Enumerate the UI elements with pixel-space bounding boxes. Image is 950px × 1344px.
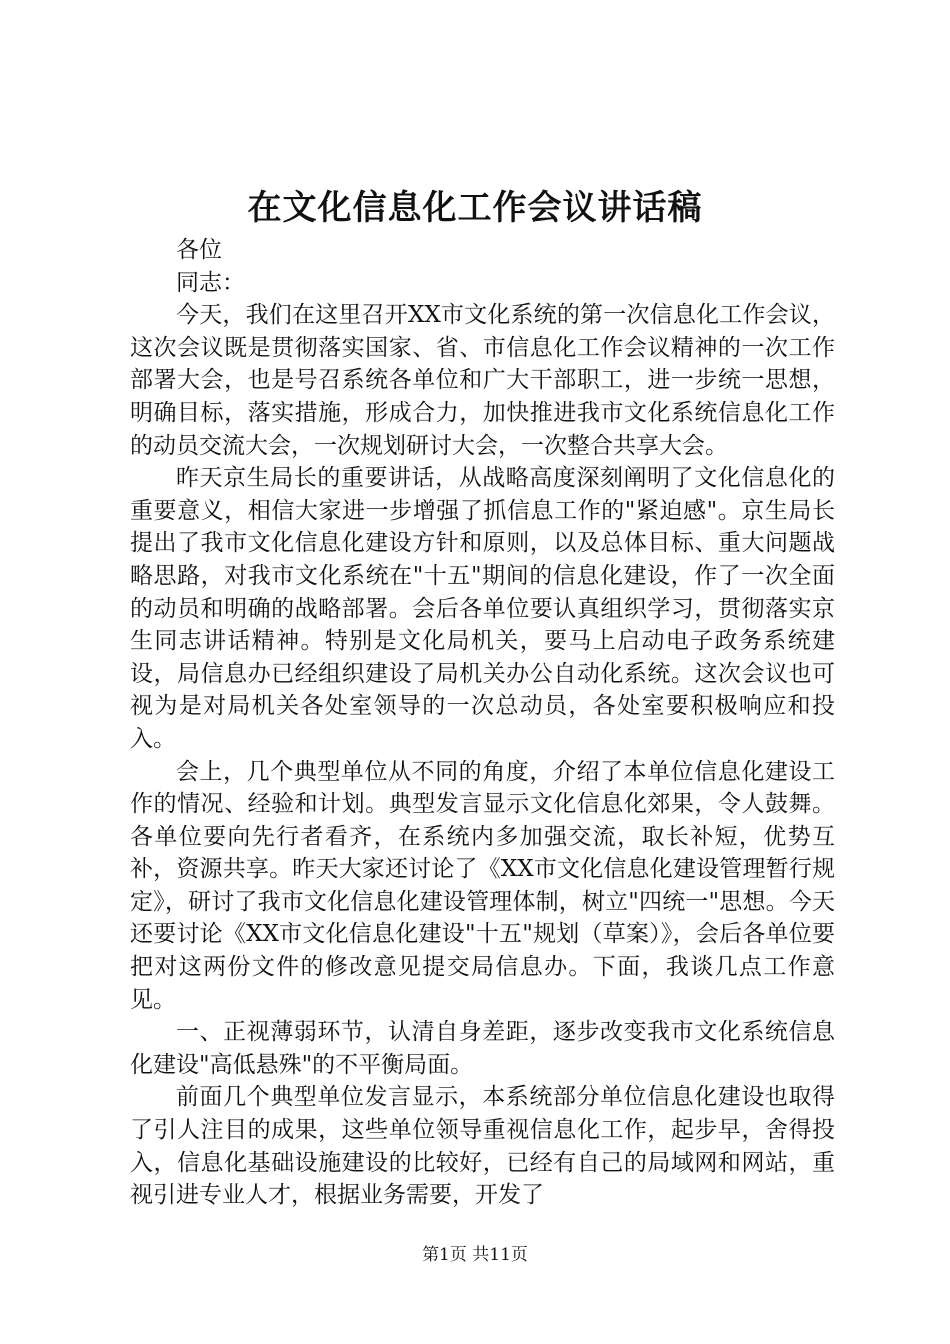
paragraph-3: 会上，几个典型单位从不同的角度，介绍了本单位信息化建设工作的情况、经验和计划。典型发言显示文化信息化郊果，令人鼓舞。各单位要向先行者看齐，在系统内多加强交流，取长补短，优势互补，资源共享。昨天大家还讨论了《XX市文化信息化建设管理暂行规定》，研讨了我市文化信息化建设管理体制，树立"四统一"思想。今天还要讨论《XX市文化信息化建设"十五"规划（草案）》，会后各单位要把对这两份文件的修改意见提交局信息办。下面，我谈几点工作意见。 bbox=[130, 758, 835, 1013]
page-title: 在文化信息化工作会议讲话稿 bbox=[247, 188, 703, 228]
paragraph-2: 昨天京生局长的重要讲话，从战略高度深刻阐明了文化信息化的重要意义，相信大家进一步增强了抓信息工作的"紧迫感"。京生局长提出了我市文化信息化建设方针和原则，以及总体目标、重大问题战略思路，对我市文化系统在"十五"期间的信息化建设，作了一次全面的动员和明确的战略部署。会后各单位要认真组织学习，贯彻落实京生同志讲话精神。特别是文化局机关，要马上启动电子政务系统建设，局信息办已经组织建设了局机关办公自动化系统。这次会议也可视为是对局机关各处室领导的一次总动员，各处室要积极响应和投入。 bbox=[130, 465, 835, 752]
salutation-line-1: 各位 bbox=[176, 237, 222, 263]
paragraph-4: 前面几个典型单位发言显示，本系统部分单位信息化建设也取得了引人注目的成果，这些单位领导重视信息化工作，起步早，舍得投入，信息化基础设施建设的比较好，已经有自己的局域网和网站，重视引进专业人才，根据业务需要，开发了 bbox=[130, 1084, 835, 1209]
salutation-line-2: 同志： bbox=[176, 269, 245, 296]
section-heading-1: 一、正视薄弱环节，认清自身差距，逐步改变我市文化系统信息化建设"高低悬殊"的不平衡局面。 bbox=[130, 1019, 835, 1078]
paragraph-1: 今天，我们在这里召开XX市文化系统的第一次信息化工作会议，这次会议既是贯彻落实国家、省、市信息化工作会议精神的一次工作部署大会，也是号召系统各单位和广大干部职工，进一步统一思想，明确目标，落实措施，形成合力，加快推进我市文化系统信息化工作的动员交流大会，一次规划研讨大会，一次整合共享大会。 bbox=[130, 302, 835, 459]
page-footer: 第1页 共11页 bbox=[422, 1245, 528, 1265]
document-body bbox=[130, 234, 835, 1212]
